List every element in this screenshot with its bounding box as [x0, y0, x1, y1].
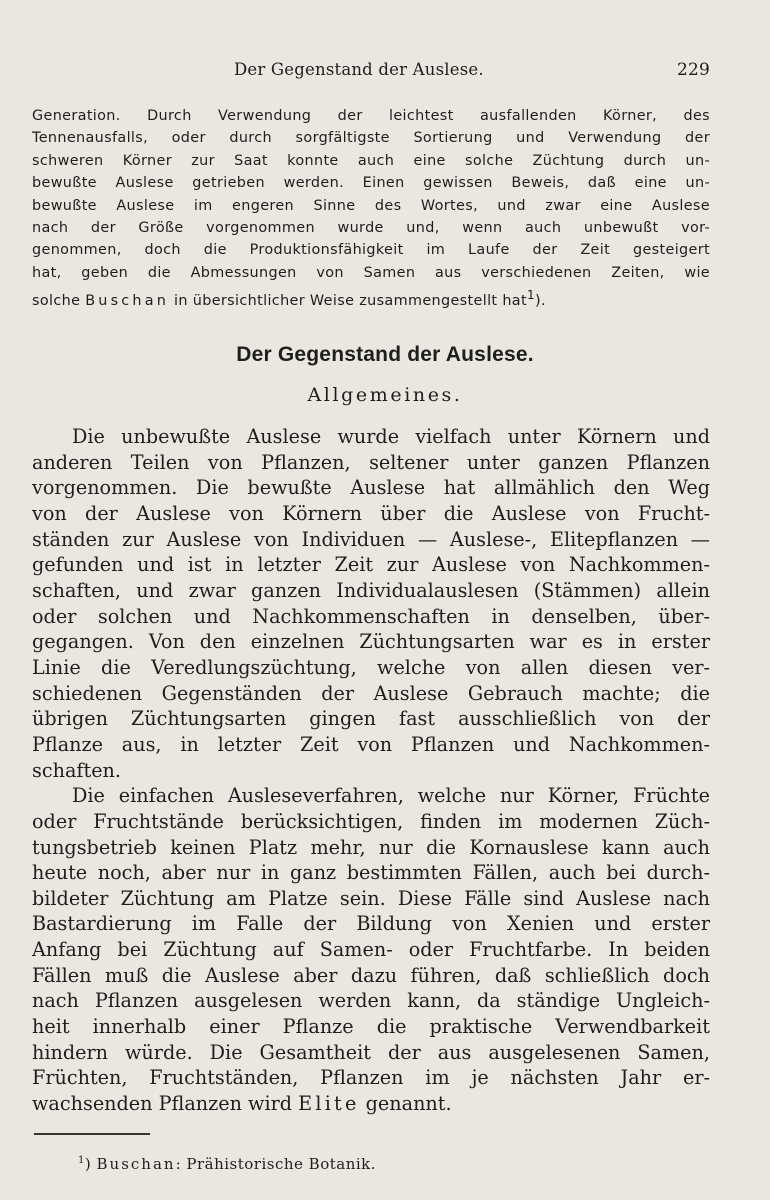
text-line: bildeter Züchtung am Platze sein. Diese Fälle sind Auslese nach	[32, 886, 710, 910]
running-head-title: Der Gegenstand der Auslese.	[234, 60, 484, 79]
text-line: hindern würde. Die Gesamtheit der aus ausgelesenen Samen,	[32, 1040, 710, 1064]
text-line: Tennenausfalls, oder durch sorgfältigste Sortierung und Verwendung der	[32, 130, 710, 147]
text-fragment: genannt.	[359, 1092, 452, 1116]
text-line: Früchten, Fruchtständen, Pflanzen im je nächsten Jahr er-	[32, 1066, 710, 1090]
body-text	[32, 424, 710, 1117]
text-line: von der Auslese von Körnern über die Auslese von Frucht-	[32, 501, 710, 525]
text-line: heute noch, aber nur in ganz bestimmten Fällen, auch bei durch-	[32, 861, 710, 885]
text-line: anderen Teilen von Pflanzen, seltener unter ganzen Pflanzen	[32, 450, 710, 474]
text-line: nach Pflanzen ausgelesen werden kann, da ständige Ungleich-	[32, 989, 710, 1013]
footnote-author: Buschan	[96, 1155, 176, 1173]
intro-paragraph	[32, 105, 710, 312]
text-line: gefunden und ist in letzter Zeit zur Auslese von Nachkommen-	[32, 553, 710, 577]
text-line: oder Fruchtstände berücksichtigen, finden im modernen Züch-	[32, 809, 710, 833]
text-line: genommen, doch die Produktionsfähigkeit im Laufe der Zeit gesteigert	[32, 242, 710, 259]
text-line: Linie die Veredlungszüchtung, welche von allen diesen ver-	[32, 655, 710, 679]
footnote-mark-close: )	[84, 1155, 92, 1173]
text-line: tungsbetrieb keinen Platz mehr, nur die Kornauslese kann auch	[32, 835, 710, 859]
text-line: oder solchen und Nachkommenschaften in denselben, über-	[32, 604, 710, 628]
text-fragment: in übersichtlicher Weise zusammengestellt hat	[169, 293, 527, 310]
footnote-reference[interactable]: 1	[526, 288, 535, 303]
text-line: Generation. Durch Verwendung der leichtest ausfallenden Körner, des	[32, 108, 710, 124]
text-fragment: wachsenden Pflanzen wird	[32, 1092, 299, 1116]
text-line: Die unbewußte Auslese wurde vielfach unter Körnern und	[72, 425, 710, 448]
text-line: bewußte Auslese im engeren Sinne des Wortes, und zwar eine Auslese	[32, 197, 710, 214]
text-line: bewußte Auslese getrieben werden. Einen gewissen Beweis, daß eine un-	[32, 175, 710, 192]
text-line: Fällen muß die Auslese aber dazu führen, daß schließlich doch	[32, 963, 710, 987]
author-name: Buschan	[85, 293, 170, 310]
section-heading: Der Gegenstand der Auslese.	[236, 343, 534, 366]
text-line-last	[32, 1091, 710, 1117]
text-line: Die einfachen Ausleseverfahren, welche nur Körner, Früchte	[72, 784, 710, 808]
footnote	[78, 1155, 376, 1173]
text-line-last	[32, 284, 710, 312]
footnote-text: : Prähistorische Botanik.	[175, 1155, 377, 1173]
text-line: nach der Größe vorgenommen wurde und, wenn auch unbewußt vor-	[32, 220, 710, 237]
text-line: ständen zur Auslese von Individuen — Auslese-, Elitepflanzen —	[32, 527, 710, 551]
page-number: 229	[676, 60, 710, 80]
text-line: Bastardierung im Falle der Bildung von Xenien und erster	[32, 912, 710, 936]
text-line: gegangen. Von den einzelnen Züchtungsarten war es in erster	[32, 630, 710, 654]
text-line: hat, geben die Abmessungen von Samen aus verschiedenen Zeiten, wie	[32, 264, 710, 281]
emphasized-term: Elite	[298, 1092, 360, 1116]
section-subheading: Allgemeines.	[307, 384, 463, 406]
text-line: schaften, und zwar ganzen Individualauslesen (Stämmen) allein	[32, 578, 710, 602]
text-line: schaften.	[32, 758, 122, 782]
text-line: heit innerhalb einer Pflanze die praktische Verwendbarkeit	[32, 1015, 710, 1039]
text-line: vorgenommen. Die bewußte Auslese hat allmählich den Weg	[32, 476, 710, 500]
footnote-divider	[34, 1133, 150, 1135]
text-fragment: solche	[32, 293, 86, 310]
footnote-mark: 1	[78, 1155, 85, 1166]
text-fragment: ).	[534, 293, 546, 310]
text-line: schiedenen Gegenständen der Auslese Gebrauch machte; die	[32, 681, 710, 705]
text-line: schweren Körner zur Saat konnte auch eine solche Züchtung durch un-	[32, 152, 710, 169]
text-line: übrigen Züchtungsarten gingen fast ausschließlich von der	[32, 707, 710, 731]
text-line: Pflanze aus, in letzter Zeit von Pflanzen und Nachkommen-	[32, 732, 710, 756]
text-line: Anfang bei Züchtung auf Samen- oder Fruchtfarbe. In beiden	[32, 938, 710, 962]
